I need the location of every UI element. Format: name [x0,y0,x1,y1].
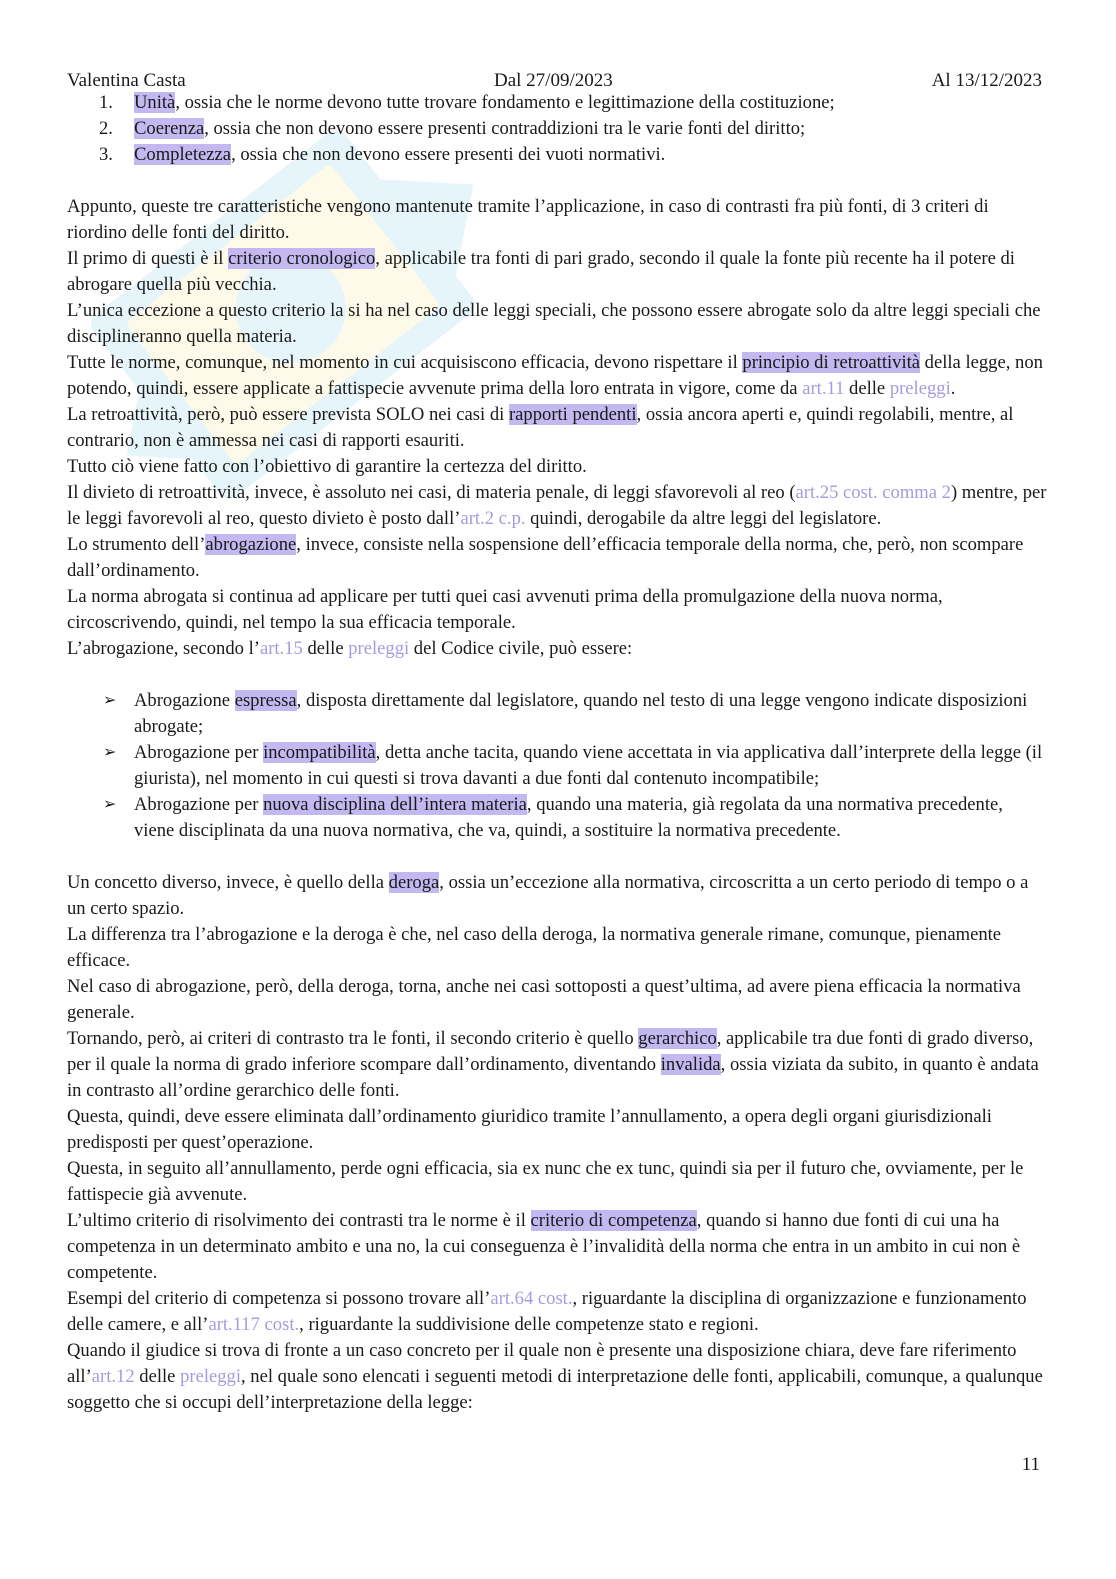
paragraph: Tornando, però, ai criteri di contrasto tra le fonti, il secondo criterio è quello gerarchico, applicabile tra due fonti di grado diverso, per il quale la norma di grado inferiore scompare dall’ordinamento, diventando invalida, ossia viziata da subito, in quanto è andata in contrasto all’ordine gerarchico delle fonti. [67,1028,1039,1101]
law-reference-link[interactable]: art.64 cost. [490,1288,573,1309]
paragraph: Esempi del criterio di competenza si possono trovare all’art.64 cost., riguardante la disciplina di organizzazione e funzionamento delle camere, e all’art.117 cost., riguardante la suddivisione delle competenze stato e regioni. [67,1288,1027,1335]
paragraph: La retroattività, però, può essere prevista SOLO nei casi di rapporti pendenti, ossia ancora aperti e, quindi regolabili, mentre, al contrario, non è ammessa nei casi di rapporti esauriti. [67,404,1014,451]
arrow-bullet-icon: ➢ [103,744,117,761]
list-item: ➢ Abrogazione espressa, disposta direttamente dal legislatore, quando nel testo di una legge vengono indicate disposizioni abrogate; [103,690,1028,737]
document-body [67,90,1047,1416]
arrow-bullet-icon: ➢ [103,796,117,813]
law-reference-link[interactable]: art.11 [802,378,845,399]
author-name: Valentina Casta [67,70,186,91]
list-item: ➢ Abrogazione per nuova disciplina dell’intera materia, quando una materia, già regolata da una normativa precedente, viene disciplinata da una nuova normativa, che va, quindi, a sostituire la normativa precedente. [103,794,1003,841]
paragraph: Il primo di questi è il criterio cronologico, applicabile tra fonti di pari grado, secondo il quale la fonte più recente ha il potere di abrogare quella più vecchia. [67,248,1015,295]
paragraph: Tutto ciò viene fatto con l’obiettivo di garantire la certezza del diritto. [67,456,587,477]
paragraph: Il divieto di retroattività, invece, è assoluto nei casi, di materia penale, di leggi sfavorevoli al reo (art.25 cost. comma 2) mentre, per le leggi favorevoli al reo, questo divieto è posto dall’art.2 c.p. quindi, derogabile da altre leggi del legislatore. [67,482,1047,529]
paragraph: L’abrogazione, secondo l’art.15 delle preleggi del Codice civile, può essere: [67,638,633,659]
highlight: incompatibilità [263,742,376,763]
law-reference-link[interactable]: art.25 cost. comma 2 [795,482,951,503]
highlight: criterio cronologico [228,248,376,269]
highlight: abrogazione [205,534,297,555]
list-item: 3. Completezza, ossia che non devono essere presenti dei vuoti normativi. [99,144,666,165]
paragraph: L’unica eccezione a questo criterio la si ha nel caso delle leggi speciali, che possono essere abrogate solo da altre leggi speciali che disciplineranno quella materia. [67,300,1041,347]
highlight: invalida [660,1054,721,1075]
paragraph: La norma abrogata si continua ad applicare per tutti quei casi avvenuti prima della promulgazione della nuova norma, circoscrivendo, quindi, nel tempo la sua efficacia temporale. [67,586,943,633]
date-from: Dal 27/09/2023 [494,70,613,91]
paragraph: Un concetto diverso, invece, è quello della deroga, ossia un’eccezione alla normativa, circoscritta a un certo periodo di tempo o a un certo spazio. [67,872,1029,919]
paragraph: Questa, quindi, deve essere eliminata dall’ordinamento giuridico tramite l’annullamento, a opera degli organi giurisdizionali predisposti per quest’operazione. [67,1106,992,1153]
highlight: nuova disciplina dell’intera materia [263,794,527,815]
law-reference-link[interactable]: preleggi [348,638,410,659]
paragraph: Nel caso di abrogazione, però, della deroga, torna, anche nei casi sottoposti a quest’ultima, ad avere piena efficacia la normativa generale. [67,976,1021,1023]
paragraph: Questa, in seguito all’annullamento, perde ogni efficacia, sia ex nunc che ex tunc, quindi sia per il futuro che, ovviamente, per le fattispecie già avvenute. [67,1158,1024,1205]
law-reference-link[interactable]: art.12 [91,1366,135,1387]
highlight: principio di retroattività [742,352,921,373]
paragraph: Tutte le norme, comunque, nel momento in cui acquisiscono efficacia, devono rispettare il principio di retroattività della legge, non potendo, quindi, essere applicate a fattispecie avvenute prima della loro entrata in vigore, come da art.11 delle preleggi. [67,352,1043,399]
paragraph: Appunto, queste tre caratteristiche vengono mantenute tramite l’applicazione, in caso di contrasti fra più fonti, di 3 criteri di riordino delle fonti del diritto. [67,196,989,243]
list-item: ➢ Abrogazione per incompatibilità, detta anche tacita, quando viene accettata in via applicativa dall’interprete della legge (il giurista), nel momento in cui questi si trova davanti a due fonti dal contenuto incompatibile; [103,742,1043,789]
paragraph: Lo strumento dell’abrogazione, invece, consiste nella sospensione dell’efficacia temporale della norma, che, però, non scompare dall’ordinamento. [67,534,1024,581]
highlight: Coerenza [134,118,205,139]
law-reference-link[interactable]: art.15 [259,638,303,659]
law-reference-link[interactable]: art.117 cost. [208,1314,300,1335]
list-item: 1. Unità, ossia che le norme devono tutte trovare fondamento e legittimazione della costituzione; [99,92,835,113]
paragraph: L’ultimo criterio di risolvimento dei contrasti tra le norme è il criterio di competenza, quando si hanno due fonti di cui una ha competenza in un determinato ambito e una no, la cui conseguenza è l’invalidità della norma che entra in un ambito in cui non è competente. [67,1210,1021,1283]
highlight: gerarchico [638,1028,717,1049]
highlight: espressa [234,690,297,711]
highlight: Completezza [134,144,232,165]
highlight: rapporti pendenti [508,404,637,425]
law-reference-link[interactable]: art.2 c.p. [460,508,526,529]
highlight: Unità [134,92,176,113]
numbered-list [67,90,1047,168]
highlight: deroga [388,872,440,893]
list-item: 2. Coerenza, ossia che non devono essere presenti contraddizioni tra le varie fonti del diritto; [99,118,806,139]
highlight: criterio di competenza [530,1210,697,1231]
paragraph: Quando il giudice si trova di fronte a un caso concreto per il quale non è presente una disposizione chiara, deve fare riferimento all’art.12 delle preleggi, nel quale sono elencati i seguenti metodi di interpretazione delle fonti, applicabili, comunque, a qualunque soggetto che si occupi dell’interpretazione della legge: [67,1340,1043,1413]
paragraph: La differenza tra l’abrogazione e la deroga è che, nel caso della deroga, la normativa generale rimane, comunque, pienamente efficace. [67,924,1002,971]
law-reference-link[interactable]: preleggi [180,1366,241,1387]
page-number: 11 [1021,1454,1040,1475]
law-reference-link[interactable]: preleggi [889,378,951,399]
date-to: Al 13/12/2023 [931,70,1042,91]
arrow-bullet-icon: ➢ [103,692,117,709]
bullet-list [67,688,1047,844]
